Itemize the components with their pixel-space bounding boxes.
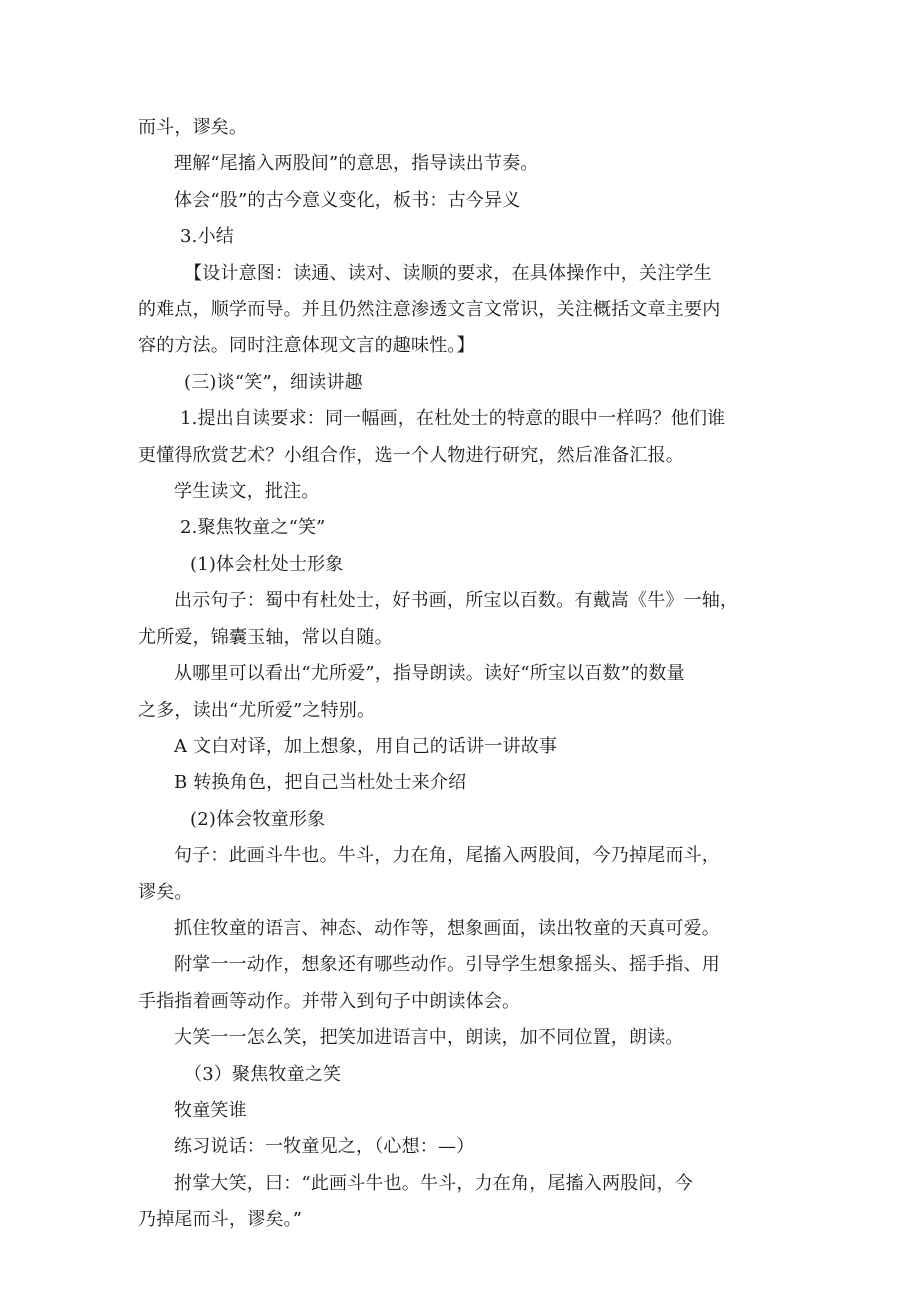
- design-intent-note: 的难点，顺学而导。并且仍然注意渗透文言文常识，关注概括文章主要内: [138, 299, 721, 321]
- text-line: 从哪里可以看出“尤所爱”，指导朗读。读好“所宝以百数”的数量: [174, 663, 685, 685]
- section-heading: 2.聚焦牧童之“笑”: [180, 517, 326, 539]
- text-line: 学生读文，批注。: [174, 481, 320, 503]
- text-line: 尤所爱，锦囊玉轴，常以自随。: [138, 626, 393, 648]
- text-line: 体会“股”的古今意义变化，板书：古今异义: [174, 189, 521, 211]
- text-line: 出示句子：蜀中有杜处士，好书画，所宝以百数。有戴嵩《牛》一轴，: [174, 590, 739, 612]
- text-line: 练习说话：一牧童见之，（心想：—）: [174, 1136, 475, 1158]
- subsection-heading: (2)体会牧童形象: [190, 808, 326, 830]
- text-line: A 文白对译，加上想象，用自己的话讲一讲故事: [174, 735, 558, 757]
- design-intent-note: 【设计意图：读通、读对、读顺的要求，在具体操作中，关注学生: [184, 262, 712, 284]
- text-line: 理解“尾搐入两股间”的意思，指导读出节奏。: [174, 153, 539, 175]
- subsection-heading: （3）聚焦牧童之笑: [184, 1063, 342, 1085]
- text-line: 拊掌大笑，曰：“此画斗牛也。牛斗，力在角，尾搐入两股间，今: [174, 1172, 693, 1194]
- section-heading: (三)谈“笑”，细读讲趣: [184, 371, 363, 393]
- text-line: 附掌一一动作，想象还有哪些动作。引导学生想象摇头、摇手指、用: [174, 954, 720, 976]
- subsection-heading: (1)体会杜处士形象: [190, 553, 344, 575]
- text-line: 更懂得欣赏艺术？小组合作，选一个人物进行研究，然后准备汇报。: [138, 444, 684, 466]
- text-line: B 转换角色，把自己当杜处士来介绍: [174, 772, 467, 794]
- text-line: 抓住牧童的语言、神态、动作等，想象画面，读出牧童的天真可爱。: [174, 917, 720, 939]
- text-line: 谬矣。: [138, 881, 193, 903]
- design-intent-note: 容的方法。同时注意体现文言的趣味性。】: [138, 335, 475, 357]
- text-line: 之多，读出“尤所爱”之特别。: [138, 699, 376, 721]
- text-line: 乃掉尾而斗，谬矣。”: [138, 1209, 303, 1231]
- text-line: 1.提出自读要求：同一幅画，在杜处士的特意的眼中一样吗？他们谁: [180, 408, 726, 430]
- text-line: 手指指着画等动作。并带入到句子中朗读体会。: [138, 990, 521, 1012]
- text-line: 而斗，谬矣。: [138, 117, 248, 138]
- section-heading: 3.小结: [180, 226, 234, 248]
- lesson-plan-text: [138, 110, 798, 1239]
- text-line: 大笑一一怎么笑，把笑加进语言中，朗读，加不同位置，朗读。: [174, 1027, 684, 1049]
- text-line: 牧童笑谁: [174, 1099, 247, 1121]
- text-line: 句子：此画斗牛也。牛斗，力在角，尾搐入两股间，今乃掉尾而斗，: [174, 845, 720, 867]
